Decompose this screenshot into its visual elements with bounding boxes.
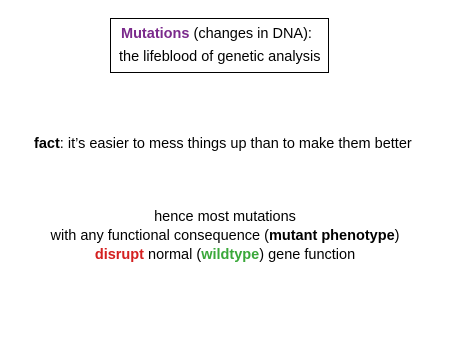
conclusion-line-1: hence most mutations <box>154 209 296 225</box>
mutant-phenotype-term: mutant phenotype <box>268 228 395 244</box>
title-box <box>110 18 329 73</box>
fact-text: : it’s easier to mess things up than to make them better <box>59 136 412 152</box>
fact-statement <box>34 134 412 154</box>
conclusion-line-3-end: ) gene function <box>259 247 356 263</box>
conclusion-line-2 <box>0 227 450 246</box>
conclusion-block <box>0 208 450 265</box>
disrupt-term: disrupt <box>94 247 144 263</box>
title-line-1-rest: (changes in DNA): <box>189 26 312 42</box>
conclusion-line-3 <box>0 246 450 265</box>
wildtype-term: wildtype <box>201 247 260 263</box>
title-keyword: Mutations <box>121 26 190 42</box>
conclusion-line-3-middle: normal ( <box>143 247 202 263</box>
conclusion-line-2-end: ) <box>394 228 400 244</box>
title-line-2: the lifeblood of genetic analysis <box>119 49 321 65</box>
conclusion-line-2-start: with any functional consequence ( <box>50 228 269 244</box>
title-line-1 <box>121 23 312 45</box>
fact-label: fact <box>34 136 60 152</box>
